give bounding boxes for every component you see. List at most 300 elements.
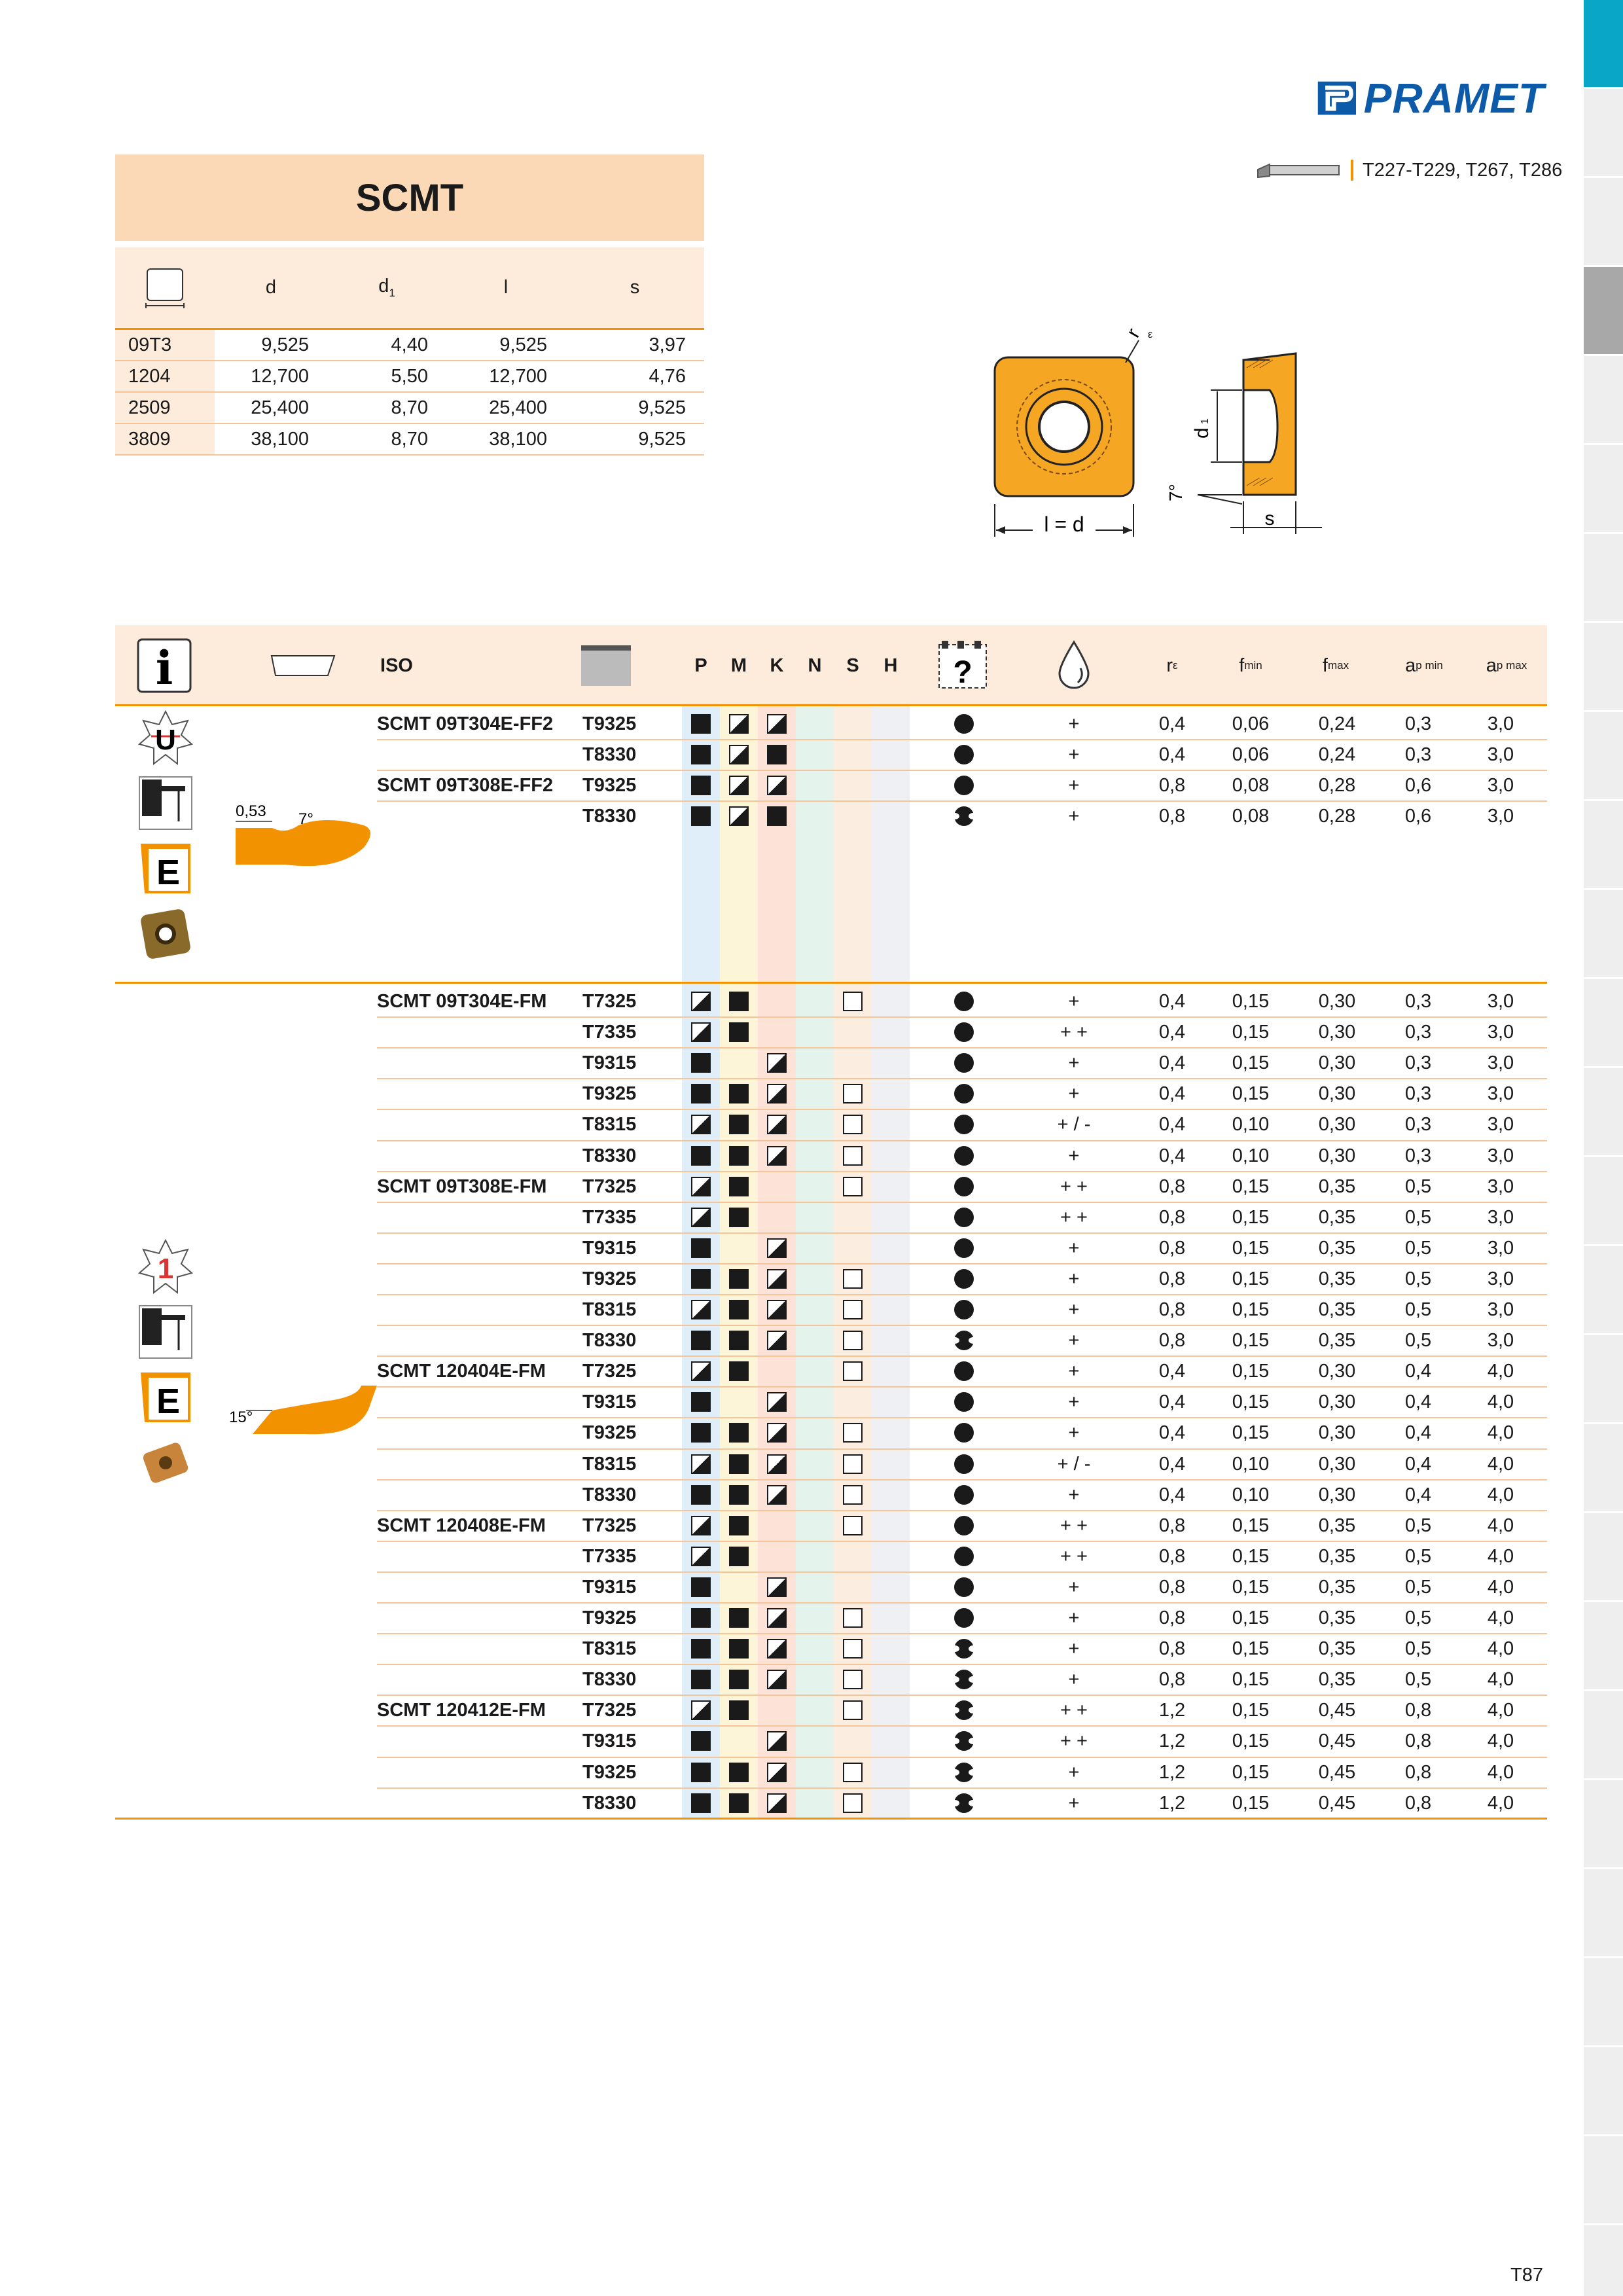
material-s-symbol xyxy=(843,1700,863,1720)
fmin-value: 0,15 xyxy=(1232,1083,1270,1105)
side-tab[interactable] xyxy=(1584,890,1623,979)
re-value: 0,4 xyxy=(1158,1422,1186,1444)
material-p-symbol xyxy=(691,776,711,795)
stability-dot-icon xyxy=(954,1084,974,1103)
material-k-symbol xyxy=(767,1084,787,1103)
material-m-symbol xyxy=(729,1084,749,1103)
side-tab[interactable] xyxy=(1584,1157,1623,1246)
grade: T8330 xyxy=(582,1484,637,1505)
re-value: 0,8 xyxy=(1158,1576,1186,1598)
material-m-symbol xyxy=(729,1115,749,1134)
material-m-symbol xyxy=(729,1454,749,1474)
re-value: 0,4 xyxy=(1158,1484,1186,1505)
insert-drawing xyxy=(982,314,1348,556)
apmax-value: 4,0 xyxy=(1487,1700,1514,1721)
coolant-value: + xyxy=(1068,744,1080,766)
material-k-symbol xyxy=(767,1639,787,1659)
side-tab[interactable] xyxy=(1584,89,1623,178)
re-value: 1,2 xyxy=(1158,1761,1186,1783)
header-h: H xyxy=(883,655,898,676)
fmax-value: 0,45 xyxy=(1318,1792,1356,1814)
chipbreaker-profile-fm xyxy=(226,1378,383,1450)
material-m-symbol xyxy=(729,1670,749,1689)
fmax-value: 0,45 xyxy=(1318,1761,1356,1783)
insert-shape-icon xyxy=(266,625,344,706)
apmax-value: 4,0 xyxy=(1487,1576,1514,1598)
coolant-value: + xyxy=(1068,1052,1080,1074)
re-value: 0,4 xyxy=(1158,744,1186,766)
holder-reference xyxy=(1257,157,1562,183)
material-m-symbol xyxy=(729,1639,749,1659)
coolant-value: + + xyxy=(1060,1545,1088,1567)
grade: T9325 xyxy=(582,1422,637,1444)
fmin-value: 0,15 xyxy=(1232,1299,1270,1320)
apmax-value: 4,0 xyxy=(1487,1669,1514,1691)
material-k-symbol xyxy=(767,1577,787,1597)
apmax-value: 4,0 xyxy=(1487,1515,1514,1536)
stability-dot-icon xyxy=(954,1793,974,1813)
material-p-symbol xyxy=(691,1269,711,1289)
material-s-symbol xyxy=(843,1300,863,1319)
fmin-value: 0,15 xyxy=(1232,1052,1270,1074)
material-k-symbol xyxy=(767,776,787,795)
re-value: 0,8 xyxy=(1158,1175,1186,1197)
material-k-symbol xyxy=(767,1053,787,1073)
material-p-symbol xyxy=(691,992,711,1011)
coolant-value: + xyxy=(1068,1361,1080,1382)
grade: T7335 xyxy=(582,1545,637,1567)
apmax-value: 3,0 xyxy=(1487,1237,1514,1259)
side-tab[interactable] xyxy=(1584,623,1623,712)
fmin-value: 0,06 xyxy=(1232,744,1270,766)
material-s-symbol xyxy=(843,1454,863,1474)
material-p-symbol xyxy=(691,1485,711,1505)
material-p-symbol xyxy=(691,1084,711,1103)
iso-code: SCMT 09T308E-FM xyxy=(377,1175,547,1197)
coolant-value: + + xyxy=(1060,1731,1088,1752)
apmin-value: 0,8 xyxy=(1404,1700,1432,1721)
pramet-logo-icon xyxy=(1315,78,1359,118)
material-k-symbol xyxy=(767,1300,787,1319)
e-badge-icon-2 xyxy=(138,1370,193,1425)
stability-dot-icon xyxy=(954,1177,974,1196)
header-apmax: a p max xyxy=(1486,655,1527,676)
side-tab[interactable] xyxy=(1584,1246,1623,1335)
svg-text:?: ? xyxy=(953,655,972,690)
material-s-symbol xyxy=(843,1269,863,1289)
apmin-value: 0,5 xyxy=(1404,1545,1432,1567)
grade: T8315 xyxy=(582,1299,637,1320)
grade: T9315 xyxy=(582,1237,637,1259)
fmin-value: 0,15 xyxy=(1232,1607,1270,1628)
material-k-symbol xyxy=(767,1115,787,1134)
fmax-value: 0,45 xyxy=(1318,1731,1356,1752)
apmax-value: 3,0 xyxy=(1487,1330,1514,1352)
fmin-value: 0,10 xyxy=(1232,1453,1270,1475)
material-s-symbol xyxy=(843,1361,863,1381)
re-value: 0,8 xyxy=(1158,1669,1186,1691)
stability-dot-icon xyxy=(954,1208,974,1227)
svg-text:1: 1 xyxy=(1200,418,1211,424)
material-p-symbol xyxy=(691,1423,711,1443)
material-p-symbol xyxy=(691,1208,711,1227)
grade: T8315 xyxy=(582,1453,637,1475)
fmax-value: 0,35 xyxy=(1318,1545,1356,1567)
side-tab[interactable] xyxy=(1584,1869,1623,1958)
square-insert-icon xyxy=(115,265,215,311)
iso-code: SCMT 09T308E-FF2 xyxy=(377,775,554,797)
grade: T7325 xyxy=(582,1515,637,1536)
stability-dot-icon xyxy=(954,1639,974,1659)
grade: T8330 xyxy=(582,1330,637,1352)
apmin-value: 0,6 xyxy=(1404,775,1432,797)
toolholder-icon xyxy=(1257,160,1342,180)
side-tab-strip xyxy=(1584,0,1623,2296)
re-value: 0,8 xyxy=(1158,1607,1186,1628)
apmax-value: 4,0 xyxy=(1487,1761,1514,1783)
apmin-value: 0,5 xyxy=(1404,1268,1432,1289)
dimension-table xyxy=(115,154,704,456)
grade-texture-icon xyxy=(580,625,632,706)
coolant-value: + xyxy=(1068,1330,1080,1352)
material-k-symbol xyxy=(767,1423,787,1443)
grade: T8315 xyxy=(582,1114,637,1136)
table-header xyxy=(115,625,1547,706)
side-tab[interactable] xyxy=(1584,267,1623,356)
stability-dot-icon xyxy=(954,1423,974,1443)
material-m-symbol xyxy=(729,1269,749,1289)
stability-dot-icon xyxy=(954,1269,974,1289)
material-m-symbol xyxy=(729,714,749,734)
grade: T8330 xyxy=(582,1792,637,1814)
coolant-value: + xyxy=(1068,1268,1080,1289)
apmin-value: 0,5 xyxy=(1404,1206,1432,1228)
fmax-value: 0,35 xyxy=(1318,1175,1356,1197)
stability-dot-icon xyxy=(954,1577,974,1597)
fmin-value: 0,15 xyxy=(1232,1022,1270,1043)
u-badge-icon xyxy=(138,710,193,765)
fmin-value: 0,10 xyxy=(1232,1484,1270,1505)
material-m-symbol xyxy=(729,1763,749,1782)
material-s-symbol xyxy=(843,1608,863,1628)
side-tab[interactable] xyxy=(1584,2047,1623,2136)
material-s-symbol xyxy=(843,1793,863,1813)
apmax-value: 3,0 xyxy=(1487,1022,1514,1043)
apmin-value: 0,3 xyxy=(1404,1114,1432,1136)
label-l-eq-d: l = d xyxy=(1044,512,1084,536)
fmin-value: 0,15 xyxy=(1232,1330,1270,1352)
apmax-value: 3,0 xyxy=(1487,1114,1514,1136)
side-tab[interactable] xyxy=(1584,1691,1623,1780)
header-fmax: f max xyxy=(1322,655,1349,676)
apmin-value: 0,5 xyxy=(1404,1175,1432,1197)
material-k-symbol xyxy=(767,1269,787,1289)
material-p-symbol xyxy=(691,1331,711,1350)
apmax-value: 4,0 xyxy=(1487,1422,1514,1444)
side-tab[interactable] xyxy=(1584,178,1623,267)
clamping-icon-2 xyxy=(138,1304,193,1359)
header-k: K xyxy=(770,655,784,676)
material-s-symbol xyxy=(843,1177,863,1196)
side-tab[interactable] xyxy=(1584,1335,1623,1424)
coolant-value: + xyxy=(1068,775,1080,797)
material-p-symbol xyxy=(691,1608,711,1628)
coolant-value: + + xyxy=(1060,1022,1088,1043)
material-p-symbol xyxy=(691,1392,711,1412)
material-p-symbol xyxy=(691,1300,711,1319)
header-s: S xyxy=(846,655,859,676)
iso-code: SCMT 09T304E-FM xyxy=(377,991,547,1012)
fmin-value: 0,15 xyxy=(1232,1206,1270,1228)
side-tab[interactable] xyxy=(1584,1780,1623,1869)
material-k-symbol xyxy=(767,1670,787,1689)
apmax-value: 4,0 xyxy=(1487,1792,1514,1814)
grade: T8330 xyxy=(582,1669,637,1691)
grade: T9315 xyxy=(582,1052,637,1074)
grade: T9325 xyxy=(582,1761,637,1783)
holder-separator xyxy=(1351,160,1353,181)
side-tab[interactable] xyxy=(1584,801,1623,890)
re-value: 1,2 xyxy=(1158,1792,1186,1814)
apmax-value: 3,0 xyxy=(1487,806,1514,827)
stability-dot-icon xyxy=(954,1485,974,1505)
grade: T8330 xyxy=(582,744,637,766)
apmax-value: 3,0 xyxy=(1487,713,1514,734)
side-tab[interactable] xyxy=(1584,2225,1623,2296)
material-s-symbol xyxy=(843,1516,863,1535)
material-k-symbol xyxy=(767,714,787,734)
grade: T7335 xyxy=(582,1206,637,1228)
side-tab[interactable] xyxy=(1584,1958,1623,2047)
fmax-value: 0,35 xyxy=(1318,1330,1356,1352)
material-p-symbol xyxy=(691,1700,711,1720)
material-p-symbol xyxy=(691,1361,711,1381)
material-p-symbol xyxy=(691,1238,711,1258)
re-value: 1,2 xyxy=(1158,1731,1186,1752)
re-value: 0,4 xyxy=(1158,991,1186,1012)
fmin-value: 0,15 xyxy=(1232,991,1270,1012)
apmin-value: 0,8 xyxy=(1404,1792,1432,1814)
insert-title: SCMT xyxy=(115,154,704,241)
insert-photo-icon-2 xyxy=(138,1435,193,1490)
fmin-value: 0,15 xyxy=(1232,1792,1270,1814)
material-k-symbol xyxy=(767,806,787,826)
stability-dot-icon xyxy=(954,1731,974,1751)
material-p-symbol xyxy=(691,1639,711,1659)
svg-text:r: r xyxy=(1122,325,1145,342)
apmin-value: 0,3 xyxy=(1404,713,1432,734)
apmin-value: 0,3 xyxy=(1404,1022,1432,1043)
col-d1: $d_1$ xyxy=(378,276,395,299)
fmax-value: 0,35 xyxy=(1318,1206,1356,1228)
col-l: l xyxy=(503,277,508,298)
apmin-value: 0,5 xyxy=(1404,1638,1432,1660)
apmax-value: 4,0 xyxy=(1487,1638,1514,1660)
coolant-value: + + xyxy=(1060,1700,1088,1721)
stability-dot-icon xyxy=(954,1516,974,1535)
grade: T9325 xyxy=(582,775,637,797)
material-p-symbol xyxy=(691,1146,711,1166)
coolant-value: + xyxy=(1068,1576,1080,1598)
dimension-row: 3809 38,100 8,70 38,100 9,525 xyxy=(115,424,704,456)
apmax-value: 3,0 xyxy=(1487,1206,1514,1228)
re-value: 0,4 xyxy=(1158,1022,1186,1043)
apmin-value: 0,4 xyxy=(1404,1391,1432,1413)
side-tab[interactable] xyxy=(1584,1602,1623,1691)
side-tab[interactable] xyxy=(1584,979,1623,1068)
grade: T8330 xyxy=(582,1145,637,1166)
material-k-symbol xyxy=(767,1608,787,1628)
svg-text:7°: 7° xyxy=(1166,484,1186,501)
material-m-symbol xyxy=(729,1608,749,1628)
apmax-value: 3,0 xyxy=(1487,1268,1514,1289)
re-value: 0,4 xyxy=(1158,1052,1186,1074)
svg-text:E: E xyxy=(156,1382,181,1421)
clamping-icon xyxy=(138,776,193,831)
stability-dot-icon xyxy=(954,1053,974,1073)
material-k-symbol xyxy=(767,1238,787,1258)
fmax-value: 0,30 xyxy=(1318,1422,1356,1444)
stability-dot-icon xyxy=(954,1022,974,1042)
fmax-value: 0,30 xyxy=(1318,1083,1356,1105)
svg-text:i: i xyxy=(155,641,173,694)
material-s-symbol xyxy=(843,1331,863,1350)
apmin-value: 0,5 xyxy=(1404,1299,1432,1320)
fmin-value: 0,08 xyxy=(1232,806,1270,827)
coolant-value: + xyxy=(1068,1299,1080,1320)
fmax-value: 0,24 xyxy=(1318,713,1356,734)
apmin-value: 0,8 xyxy=(1404,1731,1432,1752)
fmin-value: 0,15 xyxy=(1232,1576,1270,1598)
re-value: 0,8 xyxy=(1158,1206,1186,1228)
iso-header: ISO xyxy=(380,655,413,676)
side-tab[interactable] xyxy=(1584,534,1623,623)
fmax-value: 0,45 xyxy=(1318,1700,1356,1721)
side-tab[interactable] xyxy=(1584,1068,1623,1157)
side-tab[interactable] xyxy=(1584,445,1623,534)
fmin-value: 0,15 xyxy=(1232,1515,1270,1536)
apmax-value: 3,0 xyxy=(1487,1299,1514,1320)
stability-dot-icon xyxy=(954,1608,974,1628)
apmin-value: 0,8 xyxy=(1404,1761,1432,1783)
apmin-value: 0,5 xyxy=(1404,1576,1432,1598)
fmax-value: 0,28 xyxy=(1318,806,1356,827)
fmax-value: 0,28 xyxy=(1318,775,1356,797)
coolant-value: + xyxy=(1068,713,1080,734)
material-s-symbol xyxy=(843,1485,863,1505)
fmin-value: 0,15 xyxy=(1232,1700,1270,1721)
coolant-value: + + xyxy=(1060,1206,1088,1228)
material-m-symbol xyxy=(729,1423,749,1443)
grade: T8330 xyxy=(582,806,637,827)
apmin-value: 0,3 xyxy=(1404,1052,1432,1074)
stability-dot-icon xyxy=(954,806,974,826)
material-m-symbol xyxy=(729,1700,749,1720)
insert-photo-icon xyxy=(138,906,193,961)
svg-text:U: U xyxy=(155,724,176,756)
apmin-value: 0,5 xyxy=(1404,1607,1432,1628)
stability-dot-icon xyxy=(954,1146,974,1166)
coolant-value: + xyxy=(1068,1792,1080,1814)
apmax-value: 4,0 xyxy=(1487,1453,1514,1475)
fmin-value: 0,15 xyxy=(1232,1545,1270,1567)
material-m-symbol xyxy=(729,745,749,764)
info-icon xyxy=(135,625,194,706)
re-value: 0,4 xyxy=(1158,1391,1186,1413)
coolant-value: + xyxy=(1068,1083,1080,1105)
fmax-value: 0,30 xyxy=(1318,1391,1356,1413)
svg-text:1: 1 xyxy=(157,1253,174,1285)
side-tab[interactable] xyxy=(1584,1513,1623,1602)
apmin-value: 0,6 xyxy=(1404,806,1432,827)
svg-text:d: d xyxy=(1191,427,1213,439)
fmax-value: 0,35 xyxy=(1318,1515,1356,1536)
side-tab[interactable] xyxy=(1584,356,1623,445)
iso-code: SCMT 120404E-FM xyxy=(377,1361,546,1382)
material-k-symbol xyxy=(767,1454,787,1474)
re-value: 0,4 xyxy=(1158,1453,1186,1475)
re-value: 0,8 xyxy=(1158,1268,1186,1289)
col-s: s xyxy=(630,277,640,298)
fmax-value: 0,35 xyxy=(1318,1638,1356,1660)
grade: T9315 xyxy=(582,1731,637,1752)
apmin-value: 0,5 xyxy=(1404,1669,1432,1691)
material-m-symbol xyxy=(729,1208,749,1227)
apmax-value: 3,0 xyxy=(1487,1145,1514,1166)
stability-dot-icon xyxy=(954,1300,974,1319)
stability-dot-icon xyxy=(954,1238,974,1258)
apmin-value: 0,4 xyxy=(1404,1422,1432,1444)
re-value: 0,8 xyxy=(1158,1638,1186,1660)
material-m-symbol xyxy=(729,992,749,1011)
stability-dot-icon xyxy=(954,1331,974,1350)
fmin-value: 0,15 xyxy=(1232,1422,1270,1444)
stability-question-icon xyxy=(933,625,992,706)
side-tab[interactable] xyxy=(1584,0,1623,89)
material-m-symbol xyxy=(729,1516,749,1535)
apmin-value: 0,4 xyxy=(1404,1361,1432,1382)
apmax-value: 3,0 xyxy=(1487,1052,1514,1074)
e-badge-icon xyxy=(138,841,193,896)
material-p-symbol xyxy=(691,714,711,734)
material-k-symbol xyxy=(767,1793,787,1813)
side-tab[interactable] xyxy=(1584,2136,1623,2225)
coolant-value: + xyxy=(1068,1669,1080,1691)
side-tab[interactable] xyxy=(1584,1424,1623,1513)
header-fmin: f min xyxy=(1239,655,1262,676)
material-m-symbol xyxy=(729,1146,749,1166)
material-k-symbol xyxy=(767,1146,787,1166)
material-s-symbol xyxy=(843,992,863,1011)
grade: T7325 xyxy=(582,1175,637,1197)
stability-dot-icon xyxy=(954,1670,974,1689)
re-value: 0,8 xyxy=(1158,1330,1186,1352)
coolant-value: + xyxy=(1068,1422,1080,1444)
side-tab[interactable] xyxy=(1584,712,1623,801)
fmin-value: 0,15 xyxy=(1232,1391,1270,1413)
apmin-value: 0,4 xyxy=(1404,1484,1432,1505)
header-p: P xyxy=(694,655,707,676)
fmax-value: 0,30 xyxy=(1318,1022,1356,1043)
material-s-symbol xyxy=(843,1115,863,1134)
dimension-header xyxy=(115,247,704,330)
fmax-value: 0,30 xyxy=(1318,1453,1356,1475)
stability-dot-icon xyxy=(954,1115,974,1134)
material-k-symbol xyxy=(767,1392,787,1412)
fmax-value: 0,35 xyxy=(1318,1268,1356,1289)
fmax-value: 0,35 xyxy=(1318,1669,1356,1691)
iso-code: SCMT 120408E-FM xyxy=(377,1515,546,1536)
